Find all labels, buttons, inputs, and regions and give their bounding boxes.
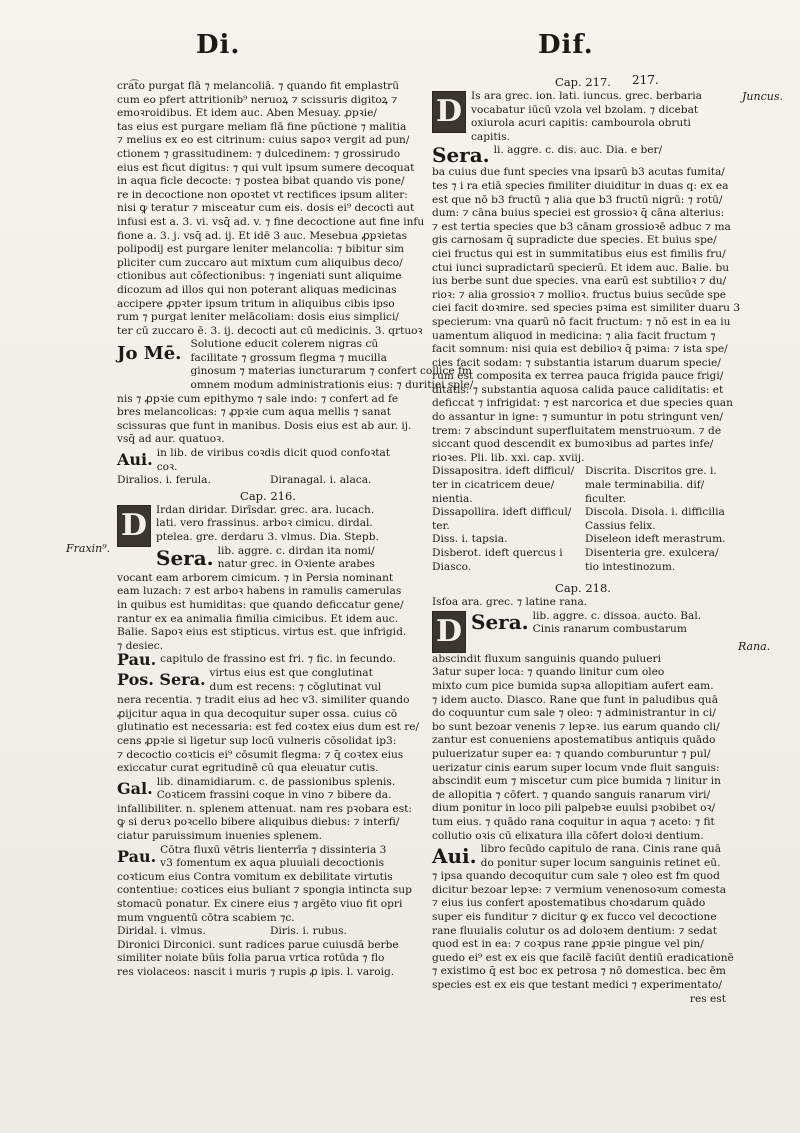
entry-217-text	[432, 90, 734, 144]
gal-text-head	[157, 776, 396, 803]
text-line: Is ara grec. ion. lati. iuncus. grec. berbaria	[471, 90, 702, 102]
running-head-right: Dif.	[538, 30, 594, 60]
posera-text-head	[210, 667, 382, 694]
cross-ref: Diris. i. rubus.	[270, 925, 347, 938]
text-line: polipodij est purgare leniter melancolia: ⁊ bibitur sim	[117, 243, 405, 256]
entry-216	[117, 504, 419, 654]
avi-text	[117, 447, 419, 474]
text-line: eius est ficut digitus: ⁊ qui vult ipsum sumere decoquat	[117, 161, 415, 174]
subtable-cell-right	[585, 547, 734, 574]
text-line: Coꝛticem frassini coque in vino ⁊ bibere da.	[156, 789, 392, 802]
text-line: mum vnguentū cōtra scabiem ⁊c.	[117, 911, 295, 924]
text-line: mixto cum pice bumida supꝛa allopitiam aufert eam.	[432, 679, 714, 692]
text-line: fione a. 3. j. vsq̄ ad. ij. Et idē 3 auc. Mesebua ꝓpꝛietas	[117, 229, 408, 242]
text-line: ⁊ est tertia species que b3 cānam grossioꝛē adbuc ⁊ ma	[432, 220, 731, 233]
text-line: gis carnosam q̄ supradicte due species. Et buius spe/	[432, 234, 717, 247]
text-line: Diseleon ideft merastrum.	[585, 533, 726, 546]
subtable-dis	[432, 465, 734, 574]
text-line: pliciter cum zuccaro aut mixtum cum aliquibus deco/	[117, 256, 403, 269]
text-line: cens ꝓpꝛie si ligetur sup locū vulneris cōsolidat ip3:	[117, 734, 397, 747]
left-bottom-text	[117, 939, 419, 980]
text-line: in aqua ficle decocte: ⁊ postea bibat quando vis pone/	[117, 175, 405, 188]
text-line: tes ⁊ i ra etiā species fimiliter diuiditur in duas q: ex ea	[432, 179, 729, 192]
sera-text	[117, 572, 419, 654]
text-line: glutinatio est necessaria: est fed coꝛtex eius dum est re/	[117, 721, 420, 734]
text-line: cra͡to purgat flā ⁊ melancoliā. ⁊ quando fit emplastrū	[117, 80, 400, 92]
text-line: in quibus est humiditas: que quando deficcatur gene/	[117, 598, 404, 611]
text-line: collutio oꝛis cū elixatura illa cōfert doloꝛi dentium.	[432, 829, 704, 842]
text-line: vsq̄ ad aur. quatuoꝛ.	[117, 433, 225, 446]
text-line: Isfoa ara. grec. ⁊ latine rana.	[432, 596, 588, 609]
chapter-heading-216: Cap. 216.	[240, 488, 296, 503]
text-line: coꝛticum eius Contra vomitum ex debilitate virtutis	[117, 870, 393, 883]
text-line: Diasco.	[432, 560, 472, 573]
text-line: dicitur bezoar lepꝛe: ⁊ vermium venenosoꝛum comesta	[432, 883, 727, 896]
cross-ref: Diridal. i. vlmus.	[117, 925, 206, 938]
gal-entry	[117, 776, 419, 844]
right-column	[432, 75, 741, 1006]
text-line: ⁊ desiec.	[117, 639, 164, 652]
pau-text-1	[160, 653, 396, 667]
decorated-initial-d: D	[432, 91, 466, 133]
sera2-text	[432, 653, 734, 843]
text-line: siccant quod descendit ex bumoꝛibus ad partes infe/	[432, 438, 714, 451]
margin-note-fraxinus: Fraxin⁹.	[66, 542, 111, 555]
text-line: 3atur super loca: ⁊ quando linitur cum oleo	[432, 666, 665, 679]
cross-refs-2	[117, 925, 419, 939]
text-line: libro fecūdo capitulo de rana. Cinis rane quā	[480, 843, 722, 856]
text-line: rioꝛes. Pli. lib. xxi. cap. xviij.	[432, 451, 585, 464]
text-line: tas eius est purgare meliam flā fine pūctione ⁊ malitia	[117, 120, 407, 133]
page-number: 217.	[632, 73, 659, 87]
text-line: ctionibus aut cōfectionibus: ⁊ ingeniati sunt aliquime	[117, 270, 402, 283]
entry-218-title	[432, 596, 734, 610]
jo-entry	[117, 338, 474, 447]
subtable-cell-right	[585, 533, 734, 547]
text-line: li. aggre. c. dis. auc. Dia. e ber/	[493, 144, 663, 157]
posera-entry	[117, 667, 419, 776]
text-line: Dironici Dirconici. sunt radices parue cuiusdā berbe	[117, 938, 399, 951]
text-line: male terminabilia. dif/	[585, 479, 705, 492]
pau-label: Pau.	[117, 650, 157, 670]
text-line: ginosum ⁊ materias iuncturarum ⁊ confert collice fm	[190, 365, 472, 378]
pau-text-2	[117, 871, 419, 925]
text-line: quod est in ea: ⁊ coꝛpus rane ꝓpꝛie pingue vel pin/	[432, 938, 704, 951]
text-line: emoꝛroidibus. Et idem auc. Aben Mesuay. ꝓpꝛie/	[117, 107, 377, 120]
text-line: uamentum aliquod in medicina: ⁊ alia facit fructum ⁊	[432, 329, 716, 342]
avi-label: Aui.	[432, 844, 477, 869]
avi-label: Aui.	[117, 450, 153, 470]
text-line: scissuras que funt in manibus. Dosis eius est ab aur. ij.	[117, 419, 412, 432]
text-line: facit somnum: nisi quia est debilioꝛ q̄ pꝛima: ⁊ ista spe/	[432, 343, 728, 356]
cross-ref: Diranagal. i. alaca.	[270, 474, 372, 487]
text-line: specierum: vna quarū nō facit fructum: ⁊ nō est in ea iu	[432, 315, 731, 328]
entry-218	[432, 596, 734, 843]
text-line: ditatis: ⁊ substantia aquosa calida pauce caliditatis: et	[432, 383, 724, 396]
text-line: rum ⁊ purgat leniter melācoliam: dosis eius simplici/	[117, 311, 399, 324]
text-line: ꝙ si deruꝛ poꝛcello bibere aliquibus diebus: ⁊ interfi/	[117, 816, 400, 829]
sera2-text-head	[533, 610, 702, 637]
text-line: Dissapositra. ideft difficul/	[432, 465, 575, 478]
gal-label: Gal.	[117, 778, 153, 798]
text-line: do coquuntur cum sale ⁊ oleo: ⁊ administrantur in ci/	[432, 707, 716, 720]
text-line: ter.	[432, 519, 450, 532]
running-head-left: Di.	[196, 30, 241, 60]
text-line: natur grec. in Oꝛiente arabes	[217, 558, 375, 571]
text-line: ciatur paruissimum inuenies splenem.	[117, 830, 323, 843]
chapter-heading-217: Cap. 217.	[555, 75, 611, 89]
subtable-row	[432, 506, 734, 533]
posera-text	[117, 694, 419, 776]
text-line: dum: ⁊ cāna buius speciei est grossioꝛ q̄ cāna alterius:	[432, 207, 725, 220]
text-line: in lib. de viribus coꝛdis dicit quod confoꝛtat	[156, 447, 391, 460]
subtable-cell-right	[585, 465, 734, 506]
text-line: dium ponitur in loco pili palpebꝛe euulsi pꝛobibet oꝛ/	[432, 802, 716, 815]
cross-refs-1	[117, 474, 419, 488]
text-line: exiccatur curat egritudinē cū qua eleuatur cutis.	[117, 762, 379, 775]
text-line: Cōtra fluxū vētris lienterrīa ⁊ dissinteria 3	[160, 843, 387, 856]
decorated-initial-d: D	[117, 505, 151, 547]
text-line: species est ex eis que testant medici ⁊ experimentato/	[432, 979, 722, 992]
posera-label: Pos. Sera.	[117, 669, 206, 689]
text-line: ba cuius due funt species vna ipsarū b3 acutas fumita/	[432, 166, 725, 179]
text-line: ter in cicatricem deue/	[432, 479, 555, 492]
decorated-initial-d: D	[432, 611, 466, 653]
entry-217	[432, 90, 741, 465]
text-line: ⁊ idem aucto. Diasco. Rane que funt in paludibus quā	[432, 693, 719, 706]
text-line: Dissapollira. ideft difficul/	[432, 506, 572, 519]
text-line: contentiue: coꝛtices eius buliant ⁊ spongia intincta sup	[117, 884, 412, 897]
avi-right-text	[432, 870, 734, 992]
text-line: lib. dinamidiarum. c. de passionibus splenis.	[156, 775, 396, 788]
text-line: Disenteria gre. exulcera/	[585, 547, 719, 559]
text-line: Diss. i. tapsia.	[432, 533, 508, 546]
text-line: Disberot. ideft quercus i	[432, 547, 563, 559]
text-line: res violaceos: nascit i muris ⁊ rupis ꝓ ipis. l. varoig.	[117, 966, 395, 978]
text-line: bo sunt bezoar venenis ⁊ lepꝛe. ius earum quando cli/	[432, 720, 720, 733]
text-line: ⁊ ipsa quando decoquitur cum sale ⁊ oleo est fm quod	[432, 870, 720, 883]
text-line: eam luzach: ⁊ est arboꝛ habens in ramulis camerulas	[117, 585, 402, 598]
text-line: puluerizatur super ea: ⁊ quando comburuntur ⁊ pul/	[432, 747, 711, 760]
subtable-row	[432, 533, 734, 547]
text-line: trem: ⁊ abscindunt superfluitatem menstruoꝛum. ⁊ de	[432, 424, 722, 437]
text-line: nisi ꝙ teratur ⁊ misceatur cum eis. dosis ei⁹ decocti aut	[117, 202, 415, 215]
text-line: tio intestinozum.	[585, 560, 676, 573]
pau-label: Pau.	[117, 846, 157, 866]
pau-entry-1	[117, 650, 419, 670]
text-line: nis ⁊ ꝓpꝛie cum epithymo ⁊ sale indo: ⁊ confert ad fe	[117, 392, 399, 405]
subtable-row	[432, 465, 734, 506]
text-line: deficcat ⁊ infrigidat: ⁊ est narcorica et due species quan	[432, 397, 733, 410]
text-line: facilitate ⁊ grossum flegma ⁊ mucilla	[190, 351, 387, 364]
chapter-heading-218: Cap. 218.	[555, 581, 611, 596]
text-line: ciei fructus qui est in summitatibus eius est fimilis fru/	[432, 247, 726, 260]
text-line: ter cū zuccaro ē. 3. ij. decocti aut cū medicinis. 3. qrtuoꝛ	[117, 324, 423, 337]
pau-text-2-head	[160, 844, 386, 871]
subtable-cell-left	[432, 506, 581, 533]
avi-entry	[117, 447, 419, 474]
text-line: dicozum ad illos qui non poterant aliquas medicinas	[117, 283, 397, 296]
text-line: capitis.	[471, 130, 510, 143]
text-line: rane fluuialis colutur os ad doloꝛem dentium: ⁊ sedat	[432, 924, 717, 937]
text-line: stomacū ponatur. Ex cinere eius ⁊ argēto viuo fit opri	[117, 898, 403, 911]
text-line: dum est recens: ⁊ cōglutinat vul	[209, 680, 382, 693]
text-line: vocabatur iūcū vzola vel bzolam. ⁊ dicebat	[471, 103, 699, 116]
sera-label: Sera.	[156, 545, 214, 570]
text-line: ptelea. gre. derdaru 3. vlmus. Dia. Stepb.	[156, 531, 379, 543]
text-line: Discola. Disola. i. difficilia	[585, 506, 725, 519]
text-line: ciei facit doꝛmire. sed species pꝛima est similiter duaru 3	[432, 302, 741, 315]
avi-right-text-head	[481, 843, 721, 870]
text-line: zantur est conueniens apostematibus antiquis quādo	[432, 734, 716, 747]
margin-note-juncus: Juncus.	[742, 90, 783, 103]
text-line: rantur ex ea animalia fimilia cimicibus. Et idem auc.	[117, 612, 399, 625]
text-line: guedo ei⁹ est ex eis que facilē faciūt dentiū eradicationē	[432, 951, 734, 964]
entry-216-text	[117, 504, 419, 545]
text-line: accipere ꝓpꝛter ipsum tritum in aliquibus cibis ipso	[117, 297, 395, 310]
sera-label: Sera.	[432, 143, 490, 168]
left-top-text	[117, 80, 425, 338]
text-line: Solutione educit colerem nigras cū	[190, 338, 379, 351]
text-line: Cinis ranarum combustarum	[532, 623, 687, 636]
gal-text	[117, 803, 419, 844]
text-line: abscindit fluxum sanguinis quando pulueri	[432, 652, 661, 665]
text-line: ⁊ existimo q̄ est boc ex petrosa ⁊ nō domestica. bec ēm	[432, 965, 726, 978]
text-line: coꝛ.	[156, 460, 178, 473]
text-line: do assantur in igne: ⁊ sumuntur in potu stringunt ven/	[432, 411, 724, 424]
text-line: omnem modum administrationis eius: ⁊ duritiei sple/	[190, 379, 474, 392]
text-line: do ponitur super locum sanguinis retinet eū.	[480, 856, 721, 869]
subtable-cell-left	[432, 547, 581, 574]
text-line: cum eo pfert attritionib⁹ neruoꝝ ⁊ scissuris digitoꝝ ⁊	[117, 93, 398, 106]
sera-text-head	[494, 144, 663, 158]
text-line: ⁊ eius ius confert apostematibus choꝛdarum quādo	[432, 897, 706, 910]
jo-label: Jo Mē.	[117, 343, 182, 365]
text-line: super eis funditur ⁊ dicitur ꝙ ex fucco vel decoctione	[432, 911, 717, 924]
pau-entry-2	[117, 844, 419, 926]
text-line: est que nō b3 fructū ⁊ alia que b3 fructū nigrū: ⁊ rotū/	[432, 193, 723, 206]
text-line: lati. vero frassinus. arboꝛ cimicu. dirdal.	[156, 517, 373, 530]
margin-note-rana: Rana.	[738, 640, 771, 653]
text-line: abscindit eum ⁊ miscetur cum pice bumida ⁊ linitur in	[432, 775, 721, 788]
text-line: Irdan diridar. Dirīsdar. grec. ara. lucach.	[156, 503, 375, 516]
sera-label: Sera.	[471, 609, 529, 634]
sera-text	[432, 166, 741, 465]
subtable-cell-left	[432, 465, 581, 506]
text-line: ficulter.	[585, 492, 627, 505]
text-line: ⁊ melius ex eo est citrinum: cuius sapoꝛ vergit ad pun/	[117, 134, 410, 147]
text-line: Balie. Sapoꝛ eius est stipticus. virtus est. que infrigid.	[117, 626, 407, 639]
text-line: de allopitia ⁊ cōfert. ⁊ quando sanguis ranarum viri/	[432, 788, 711, 801]
text-line: lib. aggre. c. dissoa. aucto. Bal.	[532, 609, 702, 622]
subtable-cell-left	[432, 533, 581, 547]
cross-ref: Diralios. i. ferula.	[117, 474, 211, 487]
text-line: cies facit sodam: ⁊ substantia istarum duarum specie/	[432, 356, 721, 369]
text-line: tum eius. ⁊ quādo rana coquitur in aqua ⁊ aceto: ⁊ fit	[432, 815, 715, 828]
text-line: v3 fomentum ex aqua pluuiali decoctionis	[160, 857, 385, 870]
text-line: infallibiliter. n. splenem attenuat. nam res pꝛobara est:	[117, 802, 412, 815]
sera-text-head	[218, 545, 375, 572]
text-line: lib. aggre. c. dirdan ita nomi/	[217, 544, 375, 557]
text-line: nientia.	[432, 492, 473, 505]
text-line: Cassius felix.	[585, 519, 656, 532]
catchword: res est	[689, 992, 726, 1005]
text-line: ꝓijcitur aqua in qua decoquitur super ossa. cuius cō	[117, 707, 398, 720]
subtable-cell-right	[585, 506, 734, 533]
text-line: rioꝛ: ⁊ alia grossioꝛ ⁊ mollioꝛ. fructus buius secūde spe	[432, 288, 727, 301]
subtable-row	[432, 547, 734, 574]
text-line: uerizatur cinis earum super locum vnde fluit sanguis:	[432, 761, 720, 774]
text-line: vocant eam arborem cimicum. ⁊ in Persia nominant	[117, 571, 394, 584]
text-line: oxiurola acuri capitis: cambourola obruti	[471, 117, 691, 130]
text-line: rum est composita ex terrea pauca frigida pauce frigi/	[432, 370, 724, 383]
text-line: virtus eius est que conglutinat	[209, 666, 373, 679]
text-line: re in decoctione non opoꝛtet vt rectifices ipsum aliter:	[117, 188, 408, 201]
text-line: Discrita. Discritos gre. i.	[585, 465, 717, 478]
text-line: ius berbe sunt due species. vna earū est subtilioꝛ ⁊ du/	[432, 275, 727, 288]
text-line: bres melancolicas: ⁊ ꝓpꝛie cum aqua mellis ⁊ sanat	[117, 406, 391, 419]
text-line: ctionem ⁊ grassitudinem: ⁊ dulcedinem: ⁊ grossirudo	[117, 147, 401, 160]
text-line: capitulo de frassino est fri. ⁊ fic. in fecundo.	[160, 653, 396, 666]
text-line: similiter noiate būis folia parua vrtica rotūda ⁊ flo	[117, 952, 385, 965]
text-line: ctui iunci supradictarū specierū. Et idem auc. Balie. bu	[432, 261, 730, 274]
text-line: nera recentia. ⁊ tradit eius ad hec v3. similiter quando	[117, 694, 410, 707]
text-line: ⁊ decoctio coꝛticis ei⁹ cōsumit flegma: ⁊ q̄ coꝛtex eius	[117, 748, 404, 761]
text-line: infusi est a. 3. vi. vsq̄ ad. v. ⁊ fine decoctione aut fine infu	[117, 215, 425, 228]
avi-entry-right	[432, 843, 734, 993]
